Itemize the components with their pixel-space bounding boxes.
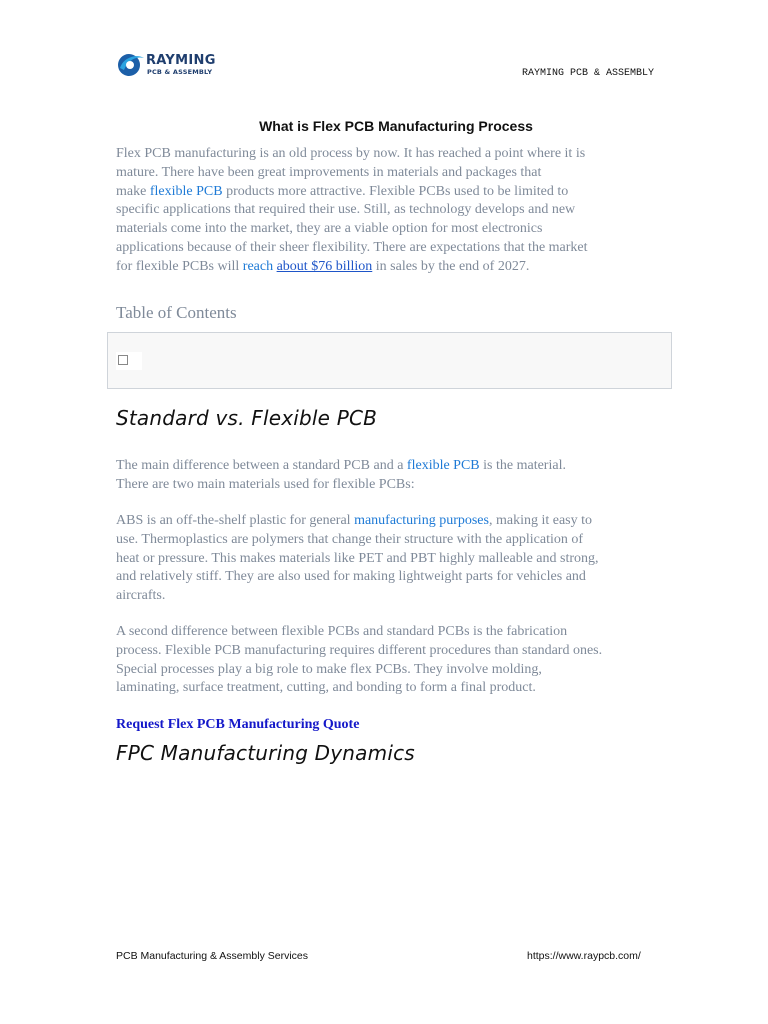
section-heading: Standard vs. Flexible PCB xyxy=(116,406,378,430)
table-of-contents xyxy=(107,332,672,389)
logo-subtitle: PCB & ASSEMBLY xyxy=(147,68,213,76)
footer-url[interactable]: https://www.raypcb.com/ xyxy=(527,950,641,962)
logo-name: RAYMING xyxy=(146,53,216,68)
section1-paragraph-3 xyxy=(116,623,664,698)
text-line: laminating, surface treatment, cutting, and bonding to form a final product. xyxy=(116,680,536,696)
text-line: The main difference between a standard PCB and a flexible PCB is the material. xyxy=(116,458,566,473)
text-line: heat or pressure. This makes materials like PET and PBT highly malleable and strong, xyxy=(116,550,599,566)
flexible-pcb-link[interactable]: flexible PCB xyxy=(406,458,480,473)
reach-link[interactable]: reach xyxy=(242,258,274,274)
text-line: Special processes play a big role to make flex PCBs. They involve molding, xyxy=(116,661,542,677)
text-line: process. Flexible PCB manufacturing requires different procedures than standard ones. xyxy=(116,642,603,658)
text-line: specific applications that required their use. Still, as technology develops and new xyxy=(116,202,576,218)
header-company-name: RAYMING PCB & ASSEMBLY xyxy=(522,68,655,79)
logo-swirl-icon xyxy=(116,50,146,78)
checkbox-icon xyxy=(118,355,128,365)
text-line: There are two main materials used for flexible PCBs: xyxy=(116,476,415,492)
text-line: use. Thermoplastics are polymers that change their structure with the application of xyxy=(116,531,584,547)
section-heading: FPC Manufacturing Dynamics xyxy=(116,741,415,765)
text-line: aircrafts. xyxy=(116,588,166,604)
market-size-link[interactable]: about $76 billion xyxy=(276,258,373,274)
manufacturing-purposes-link[interactable]: manufacturing purposes xyxy=(354,513,489,528)
text-line: materials come into the market, they are a viable option for most electronics xyxy=(116,221,543,237)
company-logo xyxy=(116,50,226,80)
text-line: mature. There have been great improvements in materials and packages that xyxy=(116,164,542,180)
toc-title: Table of Contents xyxy=(116,303,237,322)
text-line: A second difference between flexible PCBs and standard PCBs is the fabrication xyxy=(116,624,568,639)
text-line: for flexible PCBs will reach about $76 billion in sales by the end of 2027. xyxy=(116,258,530,274)
section1-paragraph-2 xyxy=(116,512,664,606)
section1-paragraph-1 xyxy=(116,457,664,495)
flexible-pcb-link[interactable]: flexible PCB xyxy=(149,183,223,199)
toc-toggle-button[interactable] xyxy=(116,352,142,370)
document-title: What is Flex PCB Manufacturing Process xyxy=(259,118,533,134)
text-line: ABS is an off-the-shelf plastic for general manufacturing purposes, making it easy to xyxy=(116,513,593,528)
intro-paragraph xyxy=(116,145,664,277)
footer-left-text: PCB Manufacturing & Assembly Services xyxy=(116,950,308,962)
text-line: make flexible PCB products more attractive. Flexible PCBs used to be limited to xyxy=(116,183,569,199)
text-line: Flex PCB manufacturing is an old process by now. It has reached a point where it is xyxy=(116,146,586,161)
text-line: applications because of their sheer flexibility. There are expectations that the market xyxy=(116,239,588,255)
text-line: and relatively stiff. They are also used for making lightweight parts for vehicles and xyxy=(116,569,586,585)
request-quote-link[interactable]: Request Flex PCB Manufacturing Quote xyxy=(116,717,360,732)
